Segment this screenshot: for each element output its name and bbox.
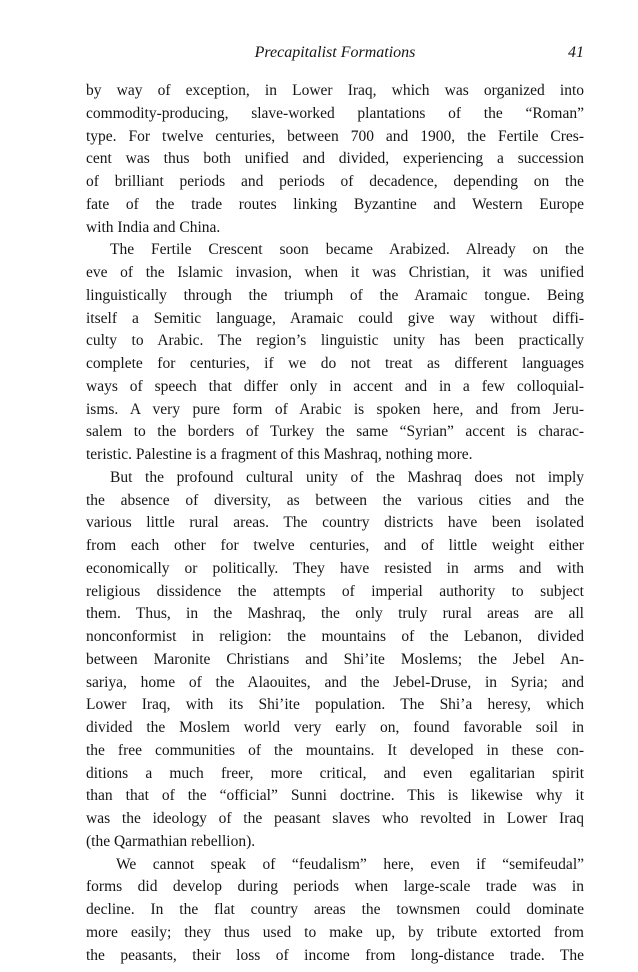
paragraph (86, 467, 584, 854)
text-line: We cannot speak of “feudalism” here, even if “semifeudal” (116, 855, 584, 873)
text-line: from each other for twelve centuries, and of little weight either (86, 537, 584, 554)
text-line: teristic. Palestine is a fragment of this Mashraq, nothing more. (86, 446, 473, 463)
text-line: eve of the Islamic invasion, when it was Christian, it was unified (86, 264, 584, 281)
body-text (86, 80, 584, 967)
paragraph (86, 80, 584, 239)
text-line: linguistically through the triumph of the Aramaic tongue. Being (86, 286, 584, 304)
text-line: nonconformist in religion: the mountains of the Lebanon, divided (86, 628, 584, 645)
text-line: culty to Arabic. The region’s linguistic unity has been practically (86, 332, 584, 350)
text-line: between Maronite Christians and Shi’ite Moslems; the Jebel An- (86, 650, 584, 668)
text-line: by way of exception, in Lower Iraq, which was organized into (86, 82, 584, 99)
text-line: more easily; they thus used to make up, by tribute extorted from (86, 923, 584, 941)
text-line: economically or politically. They have resisted in arms and with (86, 559, 584, 577)
text-line: divided the Moslem world very early on, found favorable soil in (86, 719, 584, 736)
text-line: the free communities of the mountains. It developed in these con- (86, 741, 584, 759)
text-line: with India and China. (86, 218, 221, 236)
text-line: salem to the borders of Turkey the same “Syrian” accent is charac- (86, 423, 584, 441)
text-line: various little rural areas. The country districts have been isolated (86, 514, 584, 532)
text-line: (the Qarmathian rebellion). (86, 832, 256, 850)
text-line: fate of the trade routes linking Byzantine and Western Europe (86, 195, 584, 213)
running-head (86, 44, 584, 66)
text-line: isms. A very pure form of Arabic is spoken here, and from Jeru- (86, 400, 584, 418)
text-line: them. Thus, in the Mashraq, the only truly rural areas are all (86, 605, 584, 623)
text-line: The Fertile Crescent soon became Arabized. Already on the (110, 241, 584, 259)
paragraph (86, 239, 584, 467)
text-line: Lower Iraq, with its Shi’ite population. The Shi’a heresy, which (86, 696, 584, 714)
text-line: of brilliant periods and periods of decadence, depending on the (86, 173, 584, 190)
text-line: But the profound cultural unity of the Mashraq does not imply (110, 468, 584, 486)
text-line: decline. In the flat country areas the townsmen could dominate (86, 901, 584, 918)
text-line: cent was thus both unified and divided, experiencing a succession (86, 150, 584, 168)
text-line: commodity-producing, slave-worked plantations of the “Roman” (86, 104, 584, 122)
text-line: than that of the “official” Sunni doctrine. This is likewise why it (86, 787, 584, 805)
text-line: ditions a much freer, more critical, and even egalitarian spirit (86, 764, 584, 782)
text-line: religious dissidence the attempts of imperial authority to subject (86, 582, 584, 600)
text-line: the peasants, their loss of income from long-distance trade. The (86, 946, 584, 964)
text-line: type. For twelve centuries, between 700 and 1900, the Fertile Cres- (86, 127, 584, 145)
text-line: the absence of diversity, as between the various cities and the (86, 491, 584, 509)
text-line: itself a Semitic language, Aramaic could give way without diffi- (86, 309, 584, 327)
text-line: sariya, home of the Alaouites, and the Jebel-Druse, in Syria; and (86, 673, 584, 691)
text-line: ways of speech that differ only in accent and in a few colloquial- (86, 377, 584, 395)
text-line: complete for centuries, if we do not treat as different languages (86, 355, 584, 372)
paragraph (86, 854, 584, 968)
running-title: Precapitalist Formations (254, 44, 416, 61)
text-line: was the ideology of the peasant slaves who revolted in Lower Iraq (86, 810, 584, 827)
page-number: 41 (568, 44, 584, 61)
text-line: forms did develop during periods when large-scale trade was in (86, 878, 584, 896)
